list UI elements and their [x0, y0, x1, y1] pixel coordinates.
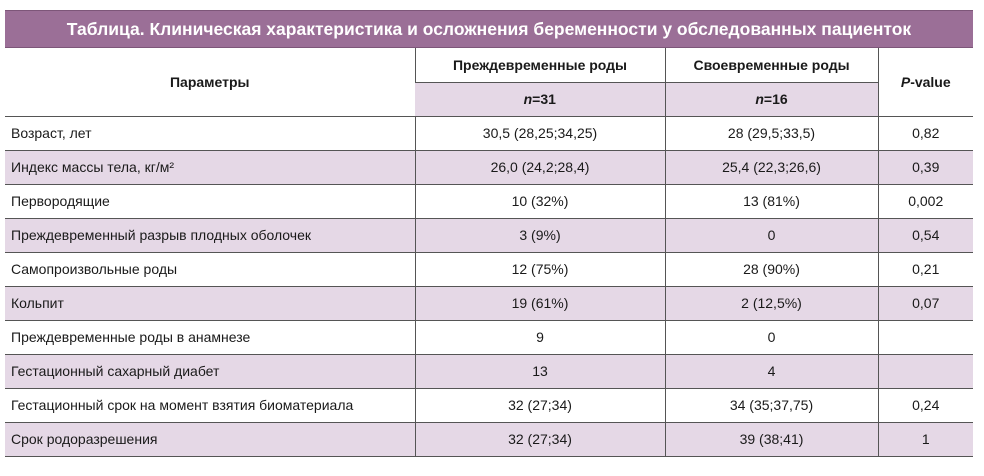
n-label-term: n	[755, 91, 764, 107]
table-header	[5, 48, 973, 116]
table-row	[5, 320, 973, 354]
cell-parameter: Гестационный срок на момент взятия биоматериала	[5, 388, 415, 422]
cell-parameter: Возраст, лет	[5, 116, 415, 150]
table-row	[5, 286, 973, 320]
header-row	[5, 48, 973, 82]
cell-term: 2 (12,5%)	[665, 286, 878, 320]
table-row	[5, 218, 973, 252]
cell-term: 0	[665, 320, 878, 354]
cell-pvalue: 0,002	[878, 184, 973, 218]
cell-pvalue	[878, 320, 973, 354]
table-row	[5, 184, 973, 218]
cell-term: 0	[665, 218, 878, 252]
cell-term: 28 (29,5;33,5)	[665, 116, 878, 150]
table-row	[5, 388, 973, 422]
cell-parameter: Срок родоразрешения	[5, 422, 415, 456]
pvalue-italic: P	[900, 73, 911, 90]
cell-term: 13 (81%)	[665, 184, 878, 218]
header-pvalue	[878, 48, 973, 116]
cell-preterm: 3 (9%)	[415, 218, 665, 252]
cell-preterm: 10 (32%)	[415, 184, 665, 218]
cell-term: 25,4 (22,3;26,6)	[665, 150, 878, 184]
cell-pvalue: 0,39	[878, 150, 973, 184]
cell-parameter: Преждевременные роды в анамнезе	[5, 320, 415, 354]
cell-preterm: 12 (75%)	[415, 252, 665, 286]
cell-preterm: 13	[415, 354, 665, 388]
table-container	[5, 10, 973, 457]
cell-pvalue: 0,82	[878, 116, 973, 150]
cell-preterm: 32 (27;34)	[415, 422, 665, 456]
table-row	[5, 252, 973, 286]
table-row	[5, 354, 973, 388]
header-preterm: Преждевременные роды	[415, 48, 665, 82]
header-term-n	[665, 82, 878, 116]
cell-preterm: 26,0 (24,2;28,4)	[415, 150, 665, 184]
header-preterm-n	[415, 82, 665, 116]
cell-pvalue	[878, 354, 973, 388]
header-term: Своевременные роды	[665, 48, 878, 82]
cell-parameter: Первородящие	[5, 184, 415, 218]
cell-parameter: Гестационный сахарный диабет	[5, 354, 415, 388]
cell-pvalue: 0,07	[878, 286, 973, 320]
cell-preterm: 32 (27;34)	[415, 388, 665, 422]
cell-pvalue: 0,24	[878, 388, 973, 422]
table-body	[5, 116, 973, 456]
cell-preterm: 30,5 (28,25;34,25)	[415, 116, 665, 150]
cell-parameter: Индекс массы тела, кг/м²	[5, 150, 415, 184]
header-parameters: Параметры	[5, 48, 415, 116]
pvalue-rest: -value	[910, 73, 951, 90]
cell-pvalue: 0,21	[878, 252, 973, 286]
n-value-term: =16	[763, 91, 788, 107]
n-label-preterm: n	[523, 91, 533, 107]
cell-parameter: Самопроизвольные роды	[5, 252, 415, 286]
cell-pvalue: 1	[878, 422, 973, 456]
cell-preterm: 19 (61%)	[415, 286, 665, 320]
table-title: Таблица. Клиническая характеристика и осложнения беременности у обследованных пациенток	[5, 10, 973, 48]
data-table	[5, 48, 973, 457]
cell-pvalue: 0,54	[878, 218, 973, 252]
cell-parameter: Преждевременный разрыв плодных оболочек	[5, 218, 415, 252]
cell-term: 39 (38;41)	[665, 422, 878, 456]
cell-term: 4	[665, 354, 878, 388]
table-row	[5, 116, 973, 150]
table-row	[5, 150, 973, 184]
n-value-preterm: =31	[532, 91, 556, 107]
table-row	[5, 422, 973, 456]
cell-term: 28 (90%)	[665, 252, 878, 286]
cell-term: 34 (35;37,75)	[665, 388, 878, 422]
cell-preterm: 9	[415, 320, 665, 354]
cell-parameter: Кольпит	[5, 286, 415, 320]
